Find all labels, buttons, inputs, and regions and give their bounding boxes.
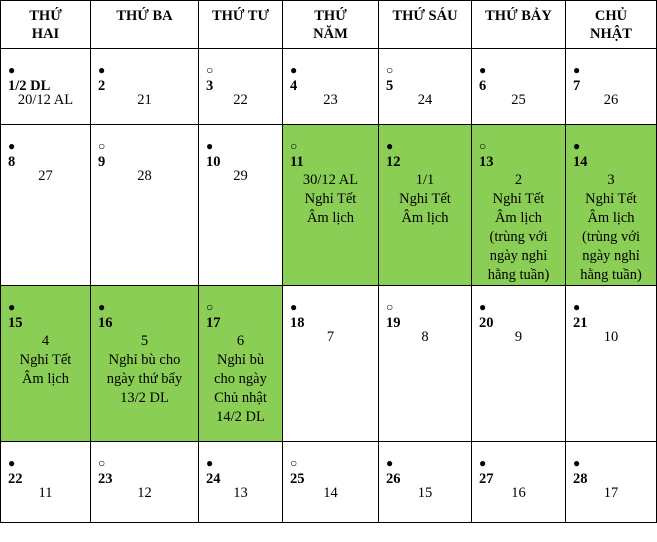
filled-circle-icon: ● — [8, 139, 16, 153]
week-row — [1, 125, 657, 286]
calendar-day-cell — [379, 286, 472, 442]
solar-day-number: 8 — [8, 154, 16, 170]
holiday-note — [573, 190, 656, 285]
holiday-note-line: Nghỉ bù — [216, 352, 265, 368]
holiday-note — [206, 351, 282, 427]
week-row — [1, 286, 657, 442]
lunar-day: 21 — [137, 92, 152, 108]
lunar-day: 24 — [417, 92, 433, 108]
hollow-circle-icon: ○ — [386, 63, 394, 77]
lunar-day: 17 — [603, 485, 619, 501]
solar-day-number: 6 — [479, 78, 487, 94]
calendar-day-cell — [199, 49, 283, 125]
hollow-circle-icon: ○ — [290, 139, 298, 153]
calendar-day-cell — [283, 286, 379, 442]
lunar-day: 9 — [514, 329, 523, 345]
calendar-day-cell — [91, 442, 199, 523]
calendar-day-cell — [566, 442, 657, 523]
solar-day-number: 5 — [386, 78, 394, 94]
calendar-day-cell — [1, 125, 91, 286]
lunar-day: 20/12 AL — [17, 92, 74, 108]
holiday-note — [479, 190, 565, 285]
calendar-day-cell — [1, 49, 91, 125]
solar-day-number: 4 — [290, 78, 298, 94]
holiday-note-line: ngày thứ bẩy — [106, 371, 183, 387]
solar-day-number: 9 — [98, 154, 106, 170]
lunar-day: 5 — [140, 333, 149, 349]
filled-circle-icon: ● — [98, 63, 106, 77]
filled-circle-icon: ● — [479, 63, 487, 77]
filled-circle-icon: ● — [573, 63, 581, 77]
filled-circle-icon: ● — [573, 456, 581, 470]
calendar-day-cell — [472, 286, 566, 442]
lunar-day: 29 — [233, 168, 248, 184]
filled-circle-icon: ● — [386, 456, 394, 470]
lunar-day: 10 — [603, 329, 619, 345]
solar-day-number: 14 — [573, 154, 588, 170]
holiday-note-line: hằng tuần) — [487, 267, 550, 283]
holiday-note-line: Âm lịch — [401, 210, 449, 226]
solar-day-number: 23 — [98, 471, 113, 487]
holiday-note-line: Nghỉ Tết — [304, 191, 357, 207]
holiday-note-line: Nghỉ Tết — [492, 191, 545, 207]
calendar-day-cell — [379, 442, 472, 523]
solar-day-number: 18 — [290, 315, 305, 331]
solar-day-number: 13 — [479, 154, 494, 170]
filled-circle-icon: ● — [479, 456, 487, 470]
holiday-note-line: cho ngày — [214, 371, 267, 387]
calendar-day-cell — [91, 49, 199, 125]
holiday-note-line: hằng tuần) — [580, 267, 642, 283]
filled-circle-icon: ● — [98, 300, 106, 314]
solar-day-number: 26 — [386, 471, 401, 487]
lunar-day: 3 — [607, 172, 615, 188]
filled-circle-icon: ● — [290, 63, 298, 77]
holiday-note-line: ngày nghỉ — [582, 248, 640, 264]
calendar-day-cell — [199, 286, 283, 442]
lunar-day: 22 — [233, 92, 248, 108]
filled-circle-icon: ● — [573, 139, 581, 153]
lunar-day: 15 — [417, 485, 433, 501]
calendar-day-cell — [199, 125, 283, 286]
lunar-day: 16 — [511, 485, 526, 501]
holiday-note-line: 14/2 DL — [216, 409, 265, 425]
filled-circle-icon: ● — [386, 139, 394, 153]
holiday-note-line: ngày nghỉ — [489, 248, 548, 264]
lunar-day: 4 — [41, 333, 50, 349]
calendar-day-cell — [566, 125, 657, 286]
solar-day-number: 11 — [290, 154, 304, 170]
calendar-day-cell — [472, 125, 566, 286]
calendar-day-cell — [283, 49, 379, 125]
header-tuesday: THỨ BA — [91, 1, 199, 49]
calendar-day-cell — [91, 286, 199, 442]
lunar-day: 7 — [326, 329, 335, 345]
calendar-day-cell — [199, 442, 283, 523]
filled-circle-icon: ● — [8, 456, 16, 470]
hollow-circle-icon: ○ — [206, 300, 214, 314]
lunar-day: 6 — [236, 333, 245, 349]
holiday-note-line: Nghỉ Tết — [19, 352, 72, 368]
header-friday: THỨ SÁU — [379, 1, 472, 49]
calendar-day-cell — [283, 442, 379, 523]
solar-day-number: 27 — [479, 471, 494, 487]
holiday-note — [8, 351, 90, 389]
holiday-note — [98, 351, 198, 408]
week-row — [1, 49, 657, 125]
lunar-day: 30/12 AL — [302, 172, 359, 188]
hollow-circle-icon: ○ — [479, 139, 487, 153]
solar-day-number: 24 — [206, 471, 221, 487]
lunar-day: 28 — [137, 168, 152, 184]
holiday-note-line: Âm lịch — [494, 210, 543, 226]
solar-day-number: 15 — [8, 315, 23, 331]
hollow-circle-icon: ○ — [98, 139, 106, 153]
hollow-circle-icon: ○ — [386, 300, 394, 314]
calendar-day-cell — [566, 286, 657, 442]
calendar-day-cell — [472, 49, 566, 125]
holiday-note-line: Âm lịch — [21, 371, 70, 387]
lunar-day: 13 — [233, 485, 248, 501]
header-wednesday: THỨ TƯ — [199, 1, 283, 49]
calendar-day-cell — [283, 125, 379, 286]
filled-circle-icon: ● — [206, 139, 214, 153]
solar-day-number: 20 — [479, 315, 494, 331]
solar-day-number: 25 — [290, 471, 305, 487]
lunar-day: 1/1 — [415, 172, 435, 188]
solar-day-number: 21 — [573, 315, 588, 331]
filled-circle-icon: ● — [479, 300, 487, 314]
solar-day-number: 22 — [8, 471, 23, 487]
lunar-day: 14 — [323, 485, 338, 501]
hollow-circle-icon: ○ — [98, 456, 106, 470]
week-row — [1, 442, 657, 523]
holiday-note-line: Chủ nhật — [214, 390, 267, 406]
filled-circle-icon: ● — [8, 300, 16, 314]
lunar-day: 2 — [514, 172, 523, 188]
lunar-day: 11 — [38, 485, 53, 501]
lunar-day: 8 — [421, 329, 429, 345]
calendar-day-cell — [91, 125, 199, 286]
holiday-note-line: Âm lịch — [587, 210, 635, 226]
calendar-day-cell — [379, 125, 472, 286]
filled-circle-icon: ● — [290, 300, 298, 314]
header-sunday: CHỦ NHẬT — [566, 1, 657, 49]
holiday-note-line: Nghỉ Tết — [399, 191, 451, 207]
calendar-day-cell — [1, 286, 91, 442]
calendar-day-cell — [472, 442, 566, 523]
lunar-day: 23 — [323, 92, 338, 108]
holiday-note-line: (trùng với — [581, 229, 640, 245]
solar-day-number: 28 — [573, 471, 588, 487]
lunar-day: 12 — [137, 485, 152, 501]
calendar-day-cell — [379, 49, 472, 125]
filled-circle-icon: ● — [8, 63, 16, 77]
weekday-header-row — [1, 1, 657, 49]
lunar-day: 26 — [603, 92, 619, 108]
hollow-circle-icon: ○ — [206, 63, 214, 77]
calendar-day-cell — [1, 442, 91, 523]
solar-day-number: 1/2 DL — [8, 78, 51, 94]
filled-circle-icon: ● — [206, 456, 214, 470]
holiday-note — [386, 190, 471, 228]
lunar-day: 25 — [511, 92, 526, 108]
solar-day-number: 16 — [98, 315, 113, 331]
lunar-day: 27 — [38, 168, 53, 184]
calendar-day-cell — [566, 49, 657, 125]
header-saturday: THỨ BẢY — [472, 1, 566, 49]
solar-day-number: 19 — [386, 315, 401, 331]
solar-day-number: 17 — [206, 315, 221, 331]
solar-day-number: 7 — [573, 78, 581, 94]
solar-day-number: 3 — [206, 78, 214, 94]
filled-circle-icon: ● — [573, 300, 581, 314]
holiday-note — [290, 190, 378, 228]
solar-day-number: 2 — [98, 78, 106, 94]
holiday-note-line: Nghỉ bù cho — [108, 352, 181, 368]
solar-day-number: 10 — [206, 154, 221, 170]
header-monday: THỨ HAI — [1, 1, 91, 49]
holiday-note-line: Nghỉ Tết — [585, 191, 637, 207]
holiday-note-line: Âm lịch — [306, 210, 355, 226]
holiday-note-line: (trùng với — [489, 229, 548, 245]
hollow-circle-icon: ○ — [290, 456, 298, 470]
solar-day-number: 12 — [386, 154, 401, 170]
holiday-note-line: 13/2 DL — [120, 390, 169, 406]
header-thursday: THỨ NĂM — [283, 1, 379, 49]
